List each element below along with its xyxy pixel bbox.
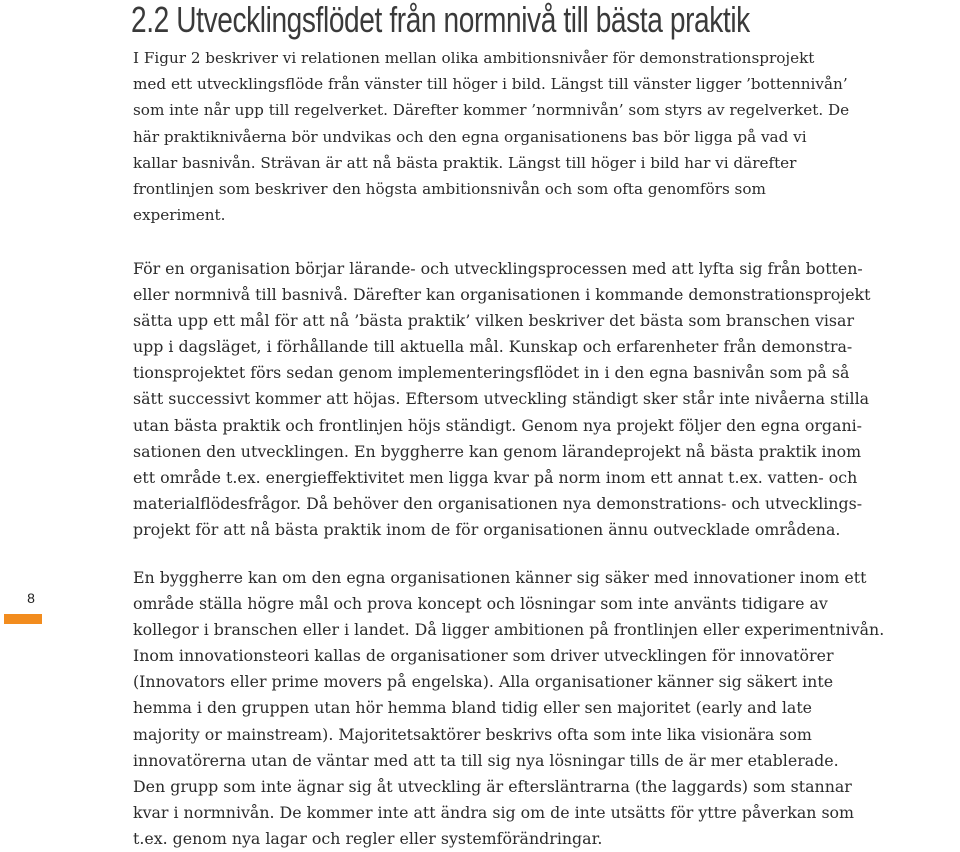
paragraph-1	[133, 45, 849, 228]
paragraph-line: kallar basnivån. Strävan är att nå bästa praktik. Längst till höger i bild har vi därefter	[133, 153, 797, 172]
paragraph-line: med ett utvecklingsflöde från vänster till höger i bild. Längst till vänster ligger ’bottennivån’	[133, 75, 848, 94]
paragraph-2	[133, 256, 870, 543]
section-heading: 2.2 Utvecklingsflödet från normnivå till bästa praktik	[131, 0, 750, 40]
paragraph-line: experiment.	[133, 206, 226, 225]
paragraph-line: frontlinjen som beskriver den högsta ambitionsnivån och som ofta genomförs som	[133, 180, 766, 199]
paragraph-line: område ställa högre mål och prova koncept och lösningar som inte använts tidigare av	[133, 594, 828, 614]
paragraph-line: (Innovators eller prime movers på engelska). Alla organisationer känner sig säkert inte	[133, 672, 834, 692]
paragraph-line: En byggherre kan om den egna organisationen känner sig säker med innovationer inom ett	[133, 568, 867, 587]
paragraph-line: Inom innovationsteori kallas de organisationer som driver utvecklingen för innovatörer	[133, 646, 834, 666]
paragraph-3	[133, 565, 884, 852]
paragraph-line: Den grupp som inte ägnar sig åt utveckling är eftersläntrarna (the laggards) som stannar	[133, 776, 852, 796]
paragraph-line: sationen den utvecklingen. En byggherre kan genom lärandeprojekt nå bästa praktik inom	[133, 441, 862, 461]
page-number: 8	[27, 590, 35, 606]
paragraph-line: ett område t.ex. energieffektivitet men ligga kvar på norm inom ett annat t.ex. vatten- och	[133, 467, 858, 487]
paragraph-line: För en organisation börjar lärande- och utvecklingsprocessen med att lyfta sig från botten-	[133, 259, 863, 278]
paragraph-line: I Figur 2 beskriver vi relationen mellan olika ambitionsnivåer för demonstrationsprojekt	[133, 49, 815, 67]
paragraph-line: eller normnivå till basnivå. Därefter kan organisationen i kommande demonstrationsprojekt	[133, 285, 871, 305]
paragraph-line: här praktiknivåerna bör undvikas och den egna organisationens bas bör ligga på vad vi	[133, 127, 807, 146]
paragraph-line: som inte når upp till regelverket. Därefter kommer ’normnivån’ som styrs av regelverket. De	[133, 101, 850, 120]
paragraph-line: majority or mainstream). Majoritetsaktörer beskrivs ofta som inte lika visionära som	[133, 724, 812, 744]
paragraph-line: utan bästa praktik och frontlinjen höjs ständigt. Genom nya projekt följer den egna organi-	[133, 415, 863, 435]
paragraph-line: kvar i normnivån. De kommer inte att ändra sig om de inte utsätts för yttre påverkan som	[133, 802, 855, 822]
page-marker-bar	[4, 614, 42, 624]
paragraph-line: materialflödesfrågor. Då behöver den organisationen nya demonstrations- och utvecklings-	[133, 493, 863, 513]
paragraph-line: t.ex. genom nya lagar och regler eller systemförändringar.	[133, 828, 603, 848]
paragraph-line: tionsprojektet förs sedan genom implementeringsflödet in i den egna basnivån som på så	[133, 363, 850, 383]
paragraph-line: projekt för att nå bästa praktik inom de för organisationen ännu outvecklade områdena.	[133, 519, 841, 539]
paragraph-line: sätt successivt kommer att höjas. Eftersom utveckling ständigt sker står inte nivåerna stilla	[133, 389, 870, 409]
paragraph-line: upp i dagsläget, i förhållande till aktuella mål. Kunskap och erfarenheter från demonstra-	[133, 337, 853, 357]
paragraph-line: sätta upp ett mål för att nå ’bästa praktik’ vilken beskriver det bästa som branschen visar	[133, 311, 854, 331]
paragraph-line: hemma i den gruppen utan hör hemma bland tidig eller sen majoritet (early and late	[133, 698, 813, 718]
paragraph-line: kollegor i branschen eller i landet. Då ligger ambitionen på frontlinjen eller experimentnivån.	[133, 620, 885, 640]
paragraph-line: innovatörerna utan de väntar med att ta till sig nya lösningar tills de är mer etablerade.	[133, 750, 839, 770]
